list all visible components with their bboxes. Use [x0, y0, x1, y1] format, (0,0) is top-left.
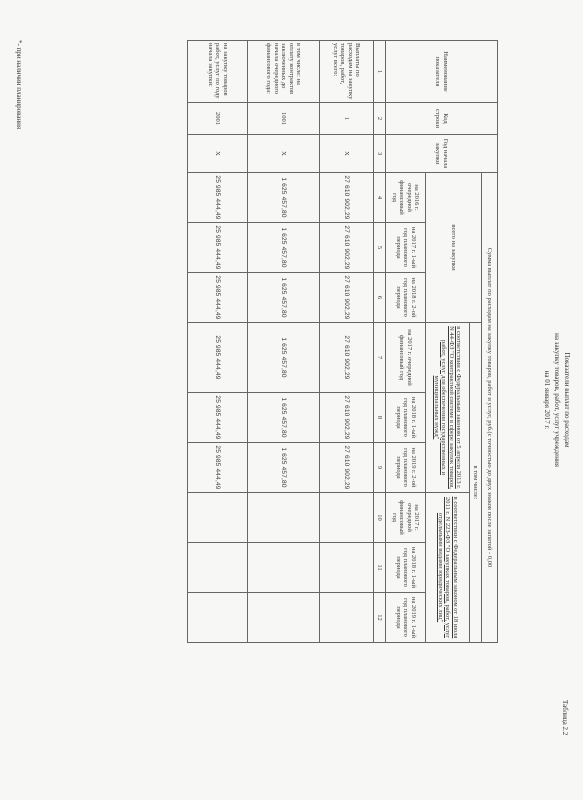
row-value: 1 625 457,80	[248, 223, 320, 273]
row-year: X	[188, 135, 248, 173]
row-value	[188, 593, 248, 643]
row-value: 27 610 902,29	[320, 393, 374, 443]
col-number: 5	[374, 223, 386, 273]
table-number: Таблица 2.2	[561, 700, 569, 736]
row-code: 1001	[248, 103, 320, 135]
header-law-223: в соответствии с Федеральным законом от 18 июля 2011 г. N 223-ФЗ "О закупках товаров, работ, услуг отдельными видами юридических лиц"	[426, 493, 470, 643]
row-value	[248, 543, 320, 593]
col-number: 7	[374, 323, 386, 393]
period-12: на 2019 г. 1-ый год планового периода	[386, 593, 426, 643]
header-all-purchases: всего на закупки	[426, 173, 482, 323]
header-in-that-number: в том числе:	[470, 323, 482, 643]
row-name: Выплаты по расходам на закупку товаров, работ, услуг всего:	[320, 41, 374, 103]
row-value	[248, 593, 320, 643]
col-number: 6	[374, 273, 386, 323]
col-number: 11	[374, 543, 386, 593]
period-4: на 2016 г. очередной финансовый год	[386, 173, 426, 223]
header-sum: Сумма выплат по расходам на закупку товаров, работ и услуг, руб.(с точностью до двух знаков после запятой - 0,00	[482, 173, 498, 643]
row-name: в том числе: на оплату контрактов заключенных до начала очередного финансового года:	[248, 41, 320, 103]
col-number: 9	[374, 443, 386, 493]
row-value: 1 625 457,80	[248, 273, 320, 323]
row-year: X	[320, 135, 374, 173]
period-10: на 2017 г. очередной финансовый год	[386, 493, 426, 543]
title-line-3: на 01 января 2017 г.	[543, 370, 551, 430]
row-value: 27 610 902,29	[320, 173, 374, 223]
col-number: 2	[374, 103, 386, 135]
header-name: Наименование показателя	[386, 41, 498, 103]
row-value: 25 985 444,49	[188, 393, 248, 443]
row-value: 25 985 444,49	[188, 443, 248, 493]
col-number: 3	[374, 135, 386, 173]
col-number: 4	[374, 173, 386, 223]
col-number: 1	[374, 41, 386, 103]
row-code: 1	[320, 103, 374, 135]
row-year: X	[248, 135, 320, 173]
period-7: на 2017 г. очередной финансовый год	[386, 323, 426, 393]
header-law-44: в соответствии с Федеральным законом от 5 апреля 2013 г. N 44-ФЗ "О контрактной системе в сфере закупок товаров, работ, услуг для обеспечения государственных и муниципальных нужд"	[426, 323, 470, 493]
row-value	[248, 493, 320, 543]
period-9: на 2019 г. 2-ой год планового периода	[386, 443, 426, 493]
footnote: *- при наличии планирования	[15, 40, 23, 130]
row-value: 27 610 902,29	[320, 223, 374, 273]
row-value: 1 625 457,80	[248, 443, 320, 493]
table-row	[248, 41, 320, 643]
row-code: 2001	[188, 103, 248, 135]
row-value: 27 610 902,29	[320, 443, 374, 493]
row-name: на закупку товаров работ, услуг по году начала закупки:	[188, 41, 248, 103]
title-line-2: на закупку товаров, работ, услуг учреждения	[553, 333, 561, 467]
table-row	[320, 41, 374, 643]
period-6: на 2018 г. 2-ой год планового периода	[386, 273, 426, 323]
row-value: 27 610 902,29	[320, 323, 374, 393]
row-value	[188, 543, 248, 593]
period-5: на 2017 г. 1-ый год планового периода	[386, 223, 426, 273]
row-value	[320, 493, 374, 543]
title-line-1: Показатели выплат по расходам	[563, 352, 571, 448]
col-number: 10	[374, 493, 386, 543]
row-value: 25 985 444,49	[188, 223, 248, 273]
row-value: 25 985 444,49	[188, 323, 248, 393]
col-number: 12	[374, 593, 386, 643]
row-value: 25 985 444,49	[188, 273, 248, 323]
row-value	[320, 543, 374, 593]
table-row	[188, 41, 248, 643]
period-11: на 2018 г. 1-ый год планового периода	[386, 543, 426, 593]
col-number: 8	[374, 393, 386, 443]
period-8: на 2018 г. 1-ый год планового периода	[386, 393, 426, 443]
header-year: Год начала закупки	[386, 135, 498, 173]
row-value: 1 625 457,80	[248, 323, 320, 393]
header-code: Код строки	[386, 103, 498, 135]
row-value	[320, 593, 374, 643]
row-value: 25 985 444,49	[188, 173, 248, 223]
row-value	[188, 493, 248, 543]
row-value: 1 625 457,80	[248, 173, 320, 223]
expenses-table	[187, 40, 498, 643]
row-value: 1 625 457,80	[248, 393, 320, 443]
row-value: 27 610 902,29	[320, 273, 374, 323]
